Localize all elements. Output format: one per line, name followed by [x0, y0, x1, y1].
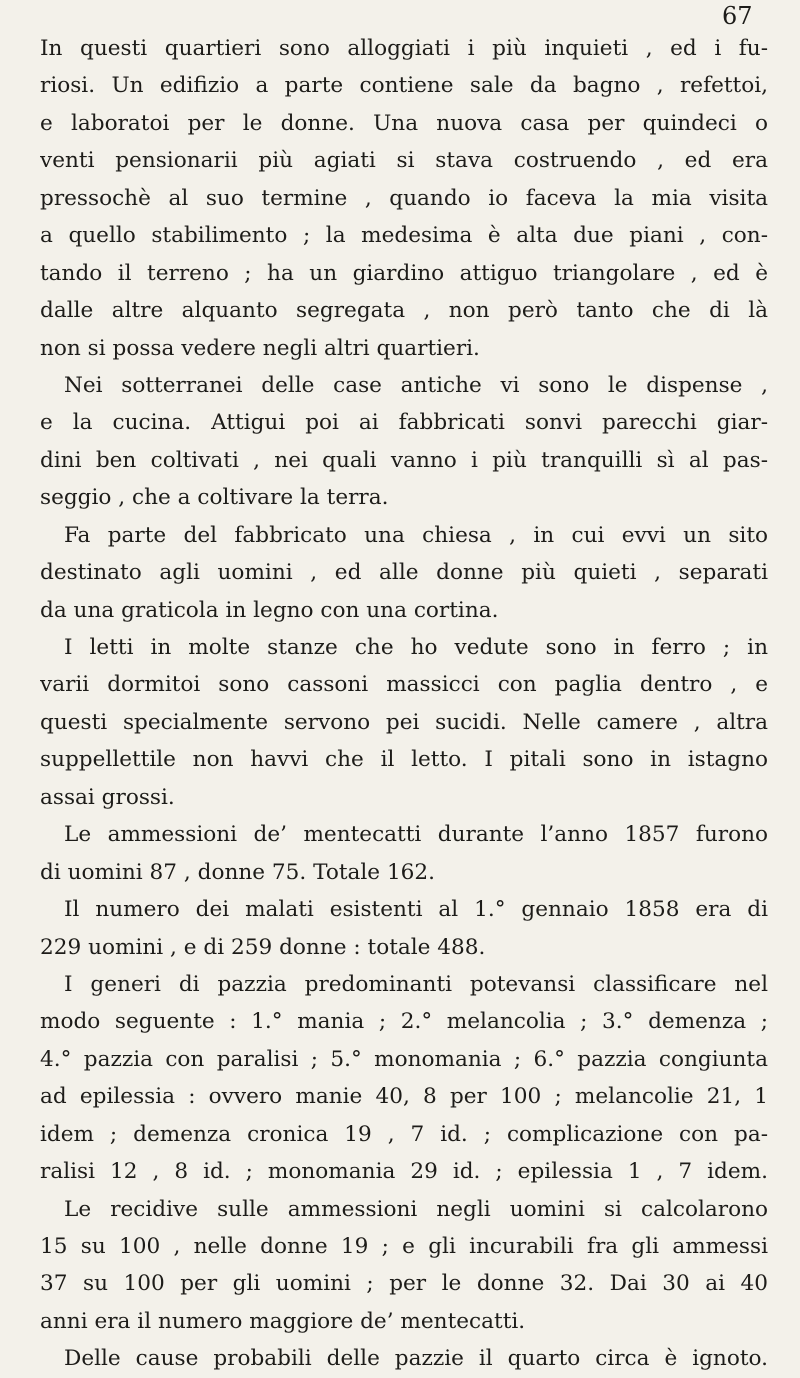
text-line: questi specialmente servono pei sucidi. Nelle camere , altra — [40, 709, 768, 735]
text-line: dini ben coltivati , nei quali vanno i più tranquilli sì al pas- — [40, 447, 768, 473]
text-line: 15 su 100 , nelle donne 19 ; e gli incurabili fra gli ammessi — [40, 1234, 768, 1259]
text-line: anni era il numero maggiore de’ mentecatti. — [40, 1308, 526, 1334]
text-line: venti pensionarii più agiati si stava costruendo , ed era — [40, 148, 768, 174]
text-line: suppellettile non havvi che il letto. I pitali sono in istagno — [40, 747, 768, 773]
text-line: a quello stabilimento ; la medesima è alta due piani , con- — [40, 223, 768, 249]
text-line: assai grossi. — [40, 784, 175, 810]
text-line: e la cucina. Attigui poi ai fabbricati sonvi parecchi giar- — [40, 410, 768, 436]
text-line: In questi quartieri sono alloggiati i più inquieti , ed i fu- — [40, 36, 768, 61]
text-line: Delle cause probabili delle pazzie il quarto circa è ignoto. — [64, 1346, 768, 1372]
text-line: da una graticola in legno con una cortina. — [40, 597, 499, 623]
body-text — [40, 30, 768, 1378]
text-line: Il numero dei malati esistenti al 1.° gennaio 1858 era di — [64, 897, 768, 923]
text-line: idem ; demenza cronica 19 , 7 id. ; complicazione con pa- — [40, 1121, 768, 1147]
text-line: 229 uomini , e di 259 donne : totale 488. — [40, 934, 486, 960]
text-line: modo seguente : 1.° mania ; 2.° melancolia ; 3.° demenza ; — [40, 1009, 768, 1035]
text-line: ralisi 12 , 8 id. ; monomania 29 id. ; epilessia 1 , 7 idem. — [40, 1159, 768, 1185]
text-line: di uomini 87 , donne 75. Totale 162. — [40, 859, 436, 885]
text-line: tando il terreno ; ha un giardino attiguo triangolare , ed è — [40, 260, 768, 286]
page-number: 67 — [722, 2, 753, 30]
text-line: varii dormitoi sono cassoni massicci con paglia dentro , e — [40, 672, 768, 698]
text-line: 4.° pazzia con paralisi ; 5.° monomania ; 6.° pazzia congiunta — [40, 1046, 768, 1072]
text-line: seggio , che a coltivare la terra. — [40, 485, 389, 511]
text-line: e laboratoi per le donne. Una nuova casa per quindeci o — [40, 110, 768, 136]
text-line: Fa parte del fabbricato una chiesa , in cui evvi un sito — [64, 522, 768, 548]
text-line: non si possa vedere negli altri quartieri. — [40, 335, 480, 361]
text-line: pressochè al suo termine , quando io faceva la mia visita — [40, 185, 768, 211]
text-line: I generi di pazzia predominanti potevansi classificare nel — [64, 971, 768, 997]
text-line: Le ammessioni de’ mentecatti durante l’anno 1857 furono — [64, 822, 768, 848]
text-line: ad epilessia : ovvero manie 40, 8 per 100 ; melancolie 21, 1 — [40, 1084, 768, 1110]
text-line: dalle altre alquanto segregata , non però tanto che di là — [40, 298, 768, 324]
text-line: Le recidive sulle ammessioni negli uomini si calcolarono — [64, 1196, 768, 1222]
text-line: 37 su 100 per gli uomini ; per le donne 32. Dai 30 ai 40 — [40, 1271, 768, 1297]
text-line: Nei sotterranei delle case antiche vi sono le dispense , — [64, 372, 768, 398]
text-line: I letti in molte stanze che ho vedute sono in ferro ; in — [64, 635, 768, 660]
text-line: destinato agli uomini , ed alle donne più quieti , separati — [40, 560, 768, 586]
text-line: riosi. Un edifizio a parte contiene sale da bagno , refettoi, — [40, 73, 768, 99]
